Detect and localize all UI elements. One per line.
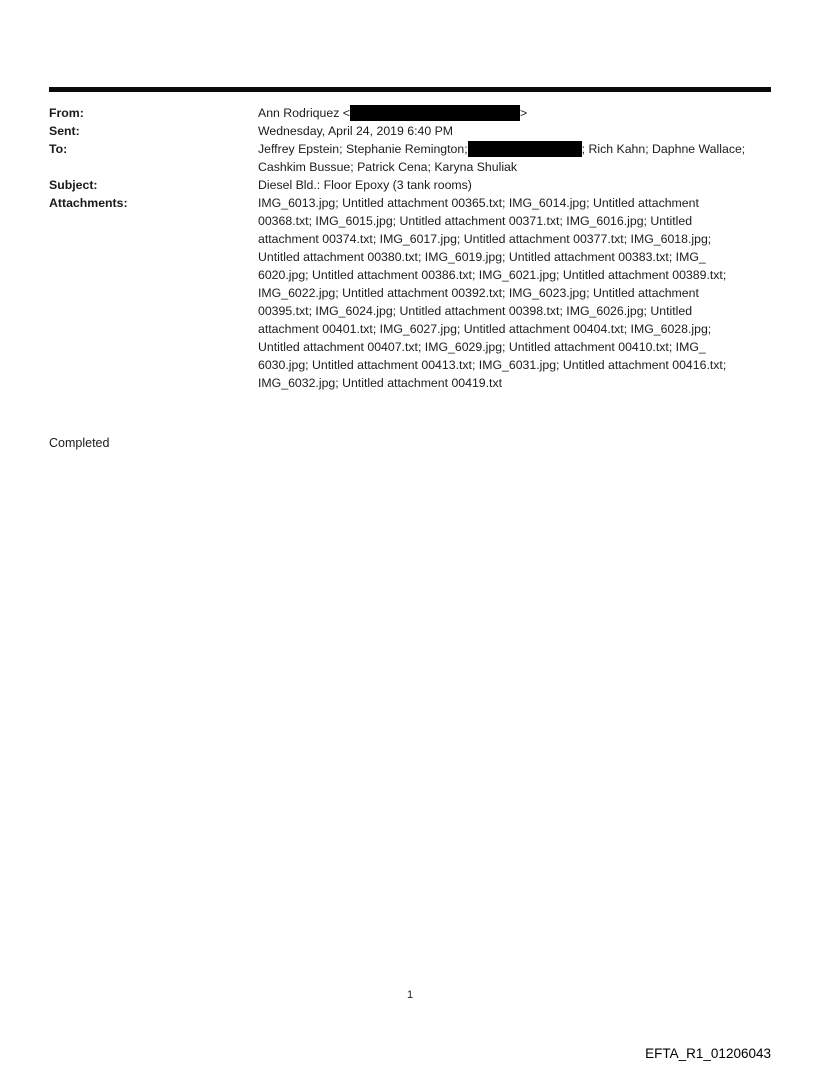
attachments-line: Untitled attachment 00407.txt; IMG_6029.jpg; Untitled attachment 00410.txt; IMG_ — [258, 340, 706, 354]
attachments-label: Attachments: — [49, 196, 128, 210]
from-label: From: — [49, 106, 84, 120]
subject-value: Diesel Bld.: Floor Epoxy (3 tank rooms) — [258, 178, 472, 192]
sent-value: Wednesday, April 24, 2019 6:40 PM — [258, 124, 454, 138]
to-recipients-after: ; Rich Kahn; Daphne Wallace; — [581, 142, 746, 156]
from-value-text: Ann Rodriquez < — [258, 106, 350, 120]
attachments-line: 00395.txt; IMG_6024.jpg; Untitled attachment 00398.txt; IMG_6026.jpg; Untitled — [258, 304, 693, 318]
email-body-text: Completed — [49, 436, 110, 450]
bates-number: EFTA_R1_01206043 — [645, 1046, 771, 1061]
to-value-line1 — [258, 140, 771, 158]
to-value-line2: Cashkim Bussue; Patrick Cena; Karyna Shuliak — [258, 160, 518, 174]
header-divider-rule — [49, 87, 771, 92]
subject-label: Subject: — [49, 178, 98, 192]
from-value-close-bracket: > — [519, 106, 528, 120]
attachments-line: 6030.jpg; Untitled attachment 00413.txt; IMG_6031.jpg; Untitled attachment 00416.txt; — [258, 358, 727, 372]
redaction-box-to-recipient — [468, 141, 582, 157]
from-value — [258, 104, 771, 122]
attachments-value — [258, 194, 771, 392]
attachments-line: attachment 00401.txt; IMG_6027.jpg; Untitled attachment 00404.txt; IMG_6028.jpg; — [258, 322, 712, 336]
attachments-line: Untitled attachment 00380.txt; IMG_6019.jpg; Untitled attachment 00383.txt; IMG_ — [258, 250, 706, 264]
page-number: 1 — [406, 989, 414, 1001]
attachments-line: IMG_6013.jpg; Untitled attachment 00365.txt; IMG_6014.jpg; Untitled attachment — [258, 196, 699, 210]
sent-label: Sent: — [49, 124, 80, 138]
redaction-box-from-address — [350, 105, 520, 121]
attachments-line: 6020.jpg; Untitled attachment 00386.txt; IMG_6021.jpg; Untitled attachment 00389.txt; — [258, 268, 727, 282]
attachments-line: 00368.txt; IMG_6015.jpg; Untitled attachment 00371.txt; IMG_6016.jpg; Untitled — [258, 214, 693, 228]
attachments-line: IMG_6022.jpg; Untitled attachment 00392.txt; IMG_6023.jpg; Untitled attachment — [258, 286, 699, 300]
attachments-line: attachment 00374.txt; IMG_6017.jpg; Untitled attachment 00377.txt; IMG_6018.jpg; — [258, 232, 712, 246]
email-header — [49, 104, 771, 392]
to-recipients-before: Jeffrey Epstein; Stephanie Remington; — [258, 142, 468, 156]
attachments-line: IMG_6032.jpg; Untitled attachment 00419.txt — [258, 376, 503, 390]
to-label: To: — [49, 142, 68, 156]
to-value — [258, 140, 771, 176]
